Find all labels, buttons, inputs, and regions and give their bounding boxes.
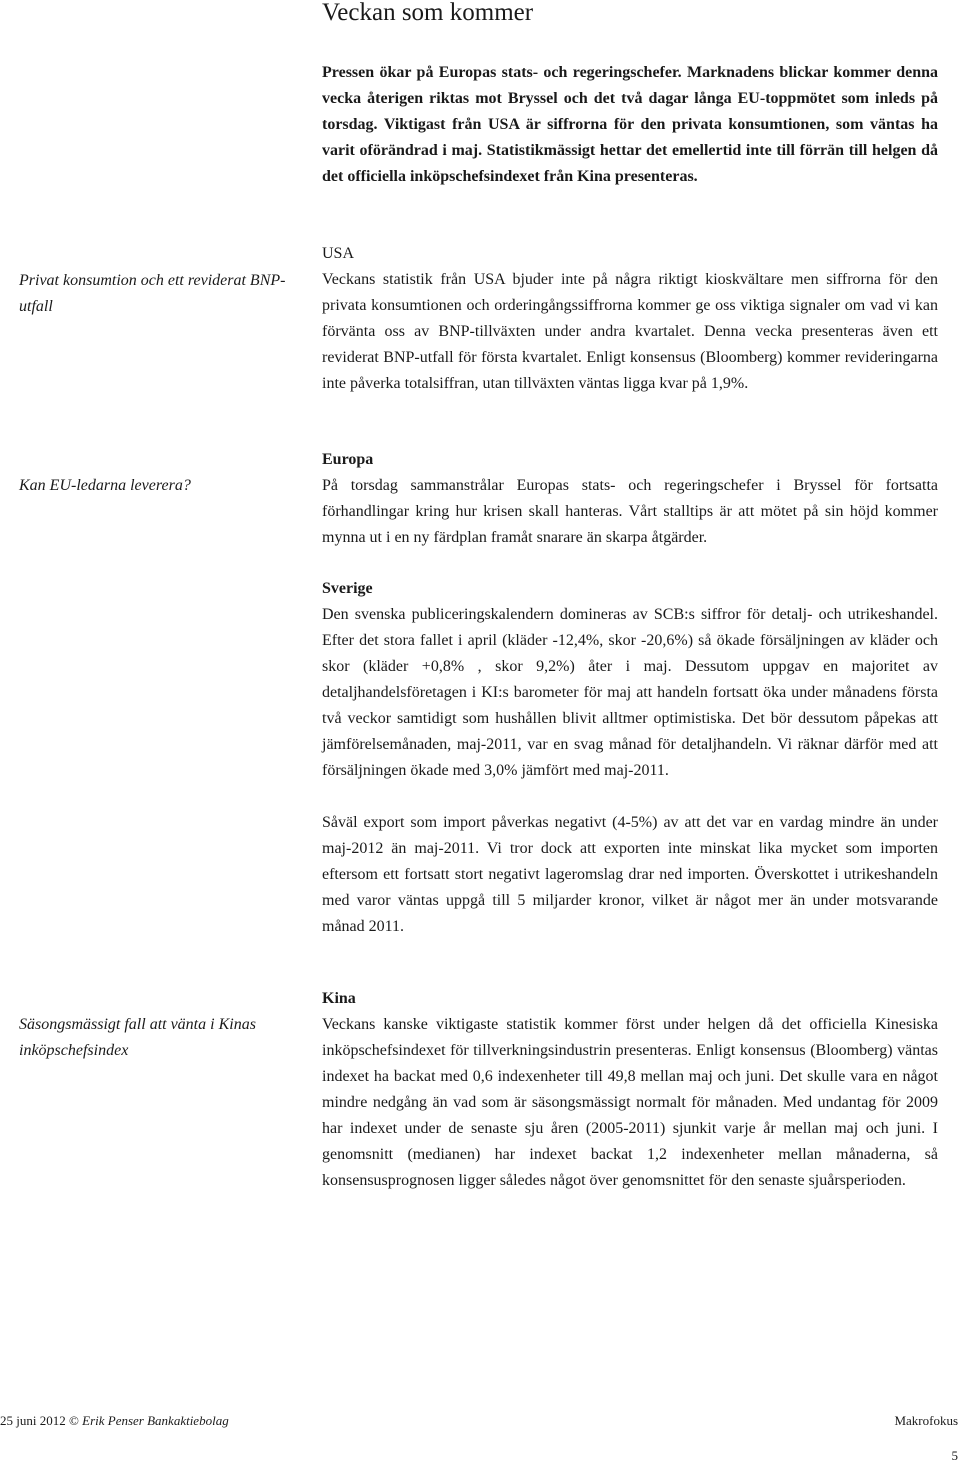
copyright-icon: © (68, 1413, 79, 1428)
section-europa (322, 447, 938, 551)
side-note-usa: Privat konsumtion och ett reviderat BNP-utfall (19, 272, 286, 315)
section-body-europa: På torsdag sammanstrålar Europas stats- och regeringschefer i Bryssel för fortsatta förhandlingar kring hur krisen skall hanteras. Vårt stalltips är att mötet på sin höjd kommer mynna ut i en ny färdplan framåt snarare än skarpa åtgärder. (322, 477, 938, 546)
page-number: 5 (951, 1448, 958, 1463)
section-heading-europa: Europa (322, 451, 374, 468)
side-note-kina: Säsongsmässigt fall att vänta i Kinas inköpschefsindex (19, 1016, 256, 1059)
section-body-sverige-2: Såväl export som import påverkas negativt (4-5%) av att det var en vardag mindre än under maj-2012 än maj-2011. Vi tror dock att exporten inte minskat lika mycket som importen eftersom ett fortsatt stort negativt lageromslag drar ned importen. Överskottet i utrikeshandeln med varor väntas uppgå till 5 miljarder kronor, vilket är något mer än under motsvarande månad 2011. (322, 814, 938, 935)
footer-firm: Erik Penser Bankaktiebolag (82, 1413, 229, 1428)
section-body-sverige-1: Den svenska publiceringskalendern domineras av SCB:s siffror för detalj- och utrikeshandel. Efter det stora fallet i april (kläder -12,4%, skor -20,6%) så ökade försäljningen av kläder och skor (kläder +0,8% , skor 9,2%) åter i maj. Dessutom uppgav en majoritet av detaljhandelsföretagen i KI:s barometer för maj att handeln fortsatt öka under månadens första två veckor samtidigt som hushållen blivit alltmer optimistiska. Det bör dessutom påpekas att jämförelsemånaden, maj-2011, var en svag månad för detaljhandeln. Vi räknar därför med att försäljningen ökade med 3,0% jämfört med maj-2011. (322, 606, 938, 779)
lead-paragraph: Pressen ökar på Europas stats- och regeringschefer. Marknadens blickar kommer denna vecka återigen riktas mot Bryssel och det två dagar långa EU-toppmötet som inleds på torsdag. Viktigast från USA är siffrorna för den privata konsumtionen, som väntas ha varit oförändrad i maj. Statistikmässigt hettar det emellertid inte till förrän till helgen då det officiella inköpschefsindexet från Kina presenteras. (322, 64, 938, 185)
section-body-usa: Veckans statistik från USA bjuder inte på några riktigt kioskvältare men siffrorna för den privata konsumtionen och orderingångssiffrorna kommer ge oss viktiga signaler om vad vi kan förvänta oss av BNP-tillväxten under andra kvartalet. Denna vecka presenteras även ett reviderat BNP-utfall för första kvartalet. Enligt konsensus (Bloomberg) kommer revideringarna inte påverka totalsiffran, utan tillväxten väntas ligga kvar på 1,9%. (322, 271, 938, 392)
section-heading-kina: Kina (322, 990, 356, 1007)
section-kina (322, 986, 938, 1194)
page-title: Veckan som kommer (322, 0, 534, 26)
footer-publication: Makrofokus (894, 1413, 958, 1428)
section-body-kina: Veckans kanske viktigaste statistik kommer först under helgen då det officiella Kinesiska inköpschefsindexet för tillverkningsindustrin presenteras. Enligt konsensus (Bloomberg) väntas indexet ha backat med 0,6 indexenheter till 49,8 mellan maj och juni. Det skulle vara en något mindre nedgång än vad som är säsongsmässigt normalt för månaden. Med undantag för 2009 har indexet under de senaste sju åren (2005-2011) sjunkit varje år mellan maj och juni. I genomsnitt (medianen) har indexet backat 1,2 indexenheter mellan månaderna, så konsensusprognosen ligger således något över genomsnittet för den senaste sjuårsperioden. (322, 1016, 938, 1189)
footer-date: 25 juni 2012 (0, 1413, 66, 1428)
side-note-europa: Kan EU-ledarna leverera? (19, 477, 191, 494)
section-heading-usa: USA (322, 245, 355, 262)
section-heading-sverige: Sverige (322, 580, 373, 597)
footer-left (0, 1412, 229, 1430)
section-usa (322, 241, 938, 397)
section-sverige (322, 576, 938, 940)
